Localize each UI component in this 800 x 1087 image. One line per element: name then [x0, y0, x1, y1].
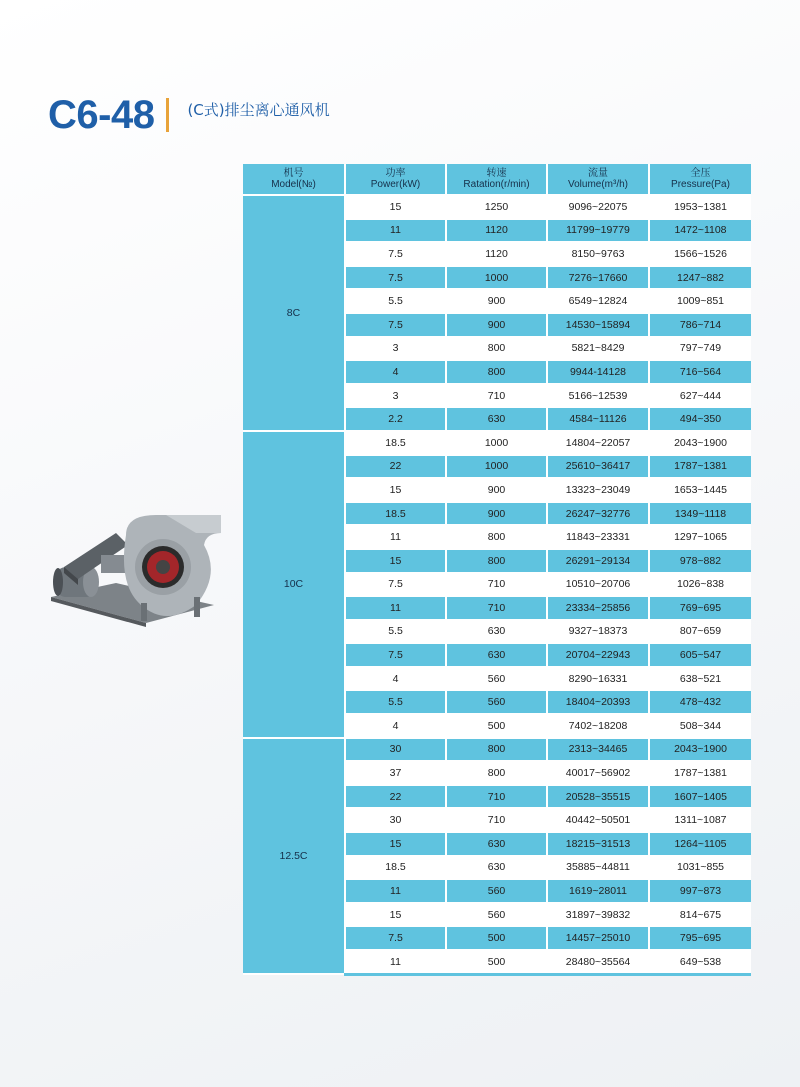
pressure-cell: 807~659 [649, 620, 751, 644]
header-volume-en: Volume(m³/h) [567, 179, 628, 190]
rotation-cell: 800 [446, 549, 547, 573]
volume-cell: 25610~36417 [547, 455, 649, 479]
rotation-cell: 900 [446, 289, 547, 313]
pressure-cell: 795~695 [649, 926, 751, 950]
power-cell: 4 [345, 714, 446, 738]
rotation-cell: 800 [446, 360, 547, 384]
rotation-cell: 560 [446, 667, 547, 691]
spec-table [243, 164, 751, 976]
header-volume [547, 164, 649, 195]
header-model [243, 164, 345, 195]
power-cell: 11 [345, 950, 446, 974]
power-cell: 11 [345, 525, 446, 549]
pressure-cell: 638~521 [649, 667, 751, 691]
power-cell: 15 [345, 549, 446, 573]
volume-cell: 6549~12824 [547, 289, 649, 313]
pressure-cell: 508~344 [649, 714, 751, 738]
power-cell: 22 [345, 785, 446, 809]
table-row [243, 738, 751, 762]
pressure-cell: 627~444 [649, 384, 751, 408]
header-power-zh: 功率 [385, 168, 406, 179]
volume-cell: 1619~28011 [547, 879, 649, 903]
power-cell: 7.5 [345, 573, 446, 597]
rotation-cell: 630 [446, 832, 547, 856]
rotation-cell: 1000 [446, 455, 547, 479]
rotation-cell: 710 [446, 808, 547, 832]
rotation-cell: 630 [446, 856, 547, 880]
header-volume-zh: 流量 [588, 168, 608, 179]
rotation-cell: 900 [446, 313, 547, 337]
pressure-cell: 1787~1381 [649, 455, 751, 479]
pressure-cell: 1031~855 [649, 856, 751, 880]
power-cell: 7.5 [345, 643, 446, 667]
power-cell: 18.5 [345, 431, 446, 455]
pressure-cell: 1247~882 [649, 266, 751, 290]
model-cell: 10C [243, 431, 345, 738]
header-rotation-en: Ratation(r/min) [463, 179, 530, 190]
volume-cell: 14804~22057 [547, 431, 649, 455]
power-cell: 11 [345, 219, 446, 243]
rotation-cell: 710 [446, 785, 547, 809]
page-title: C6-48 [48, 93, 155, 137]
header-rotation [446, 164, 547, 195]
rotation-cell: 900 [446, 478, 547, 502]
volume-cell: 13323~23049 [547, 478, 649, 502]
volume-cell: 31897~39832 [547, 903, 649, 927]
volume-cell: 9944-14128 [547, 360, 649, 384]
volume-cell: 40017~56902 [547, 761, 649, 785]
rotation-cell: 560 [446, 879, 547, 903]
table-row [243, 431, 751, 455]
power-cell: 5.5 [345, 690, 446, 714]
header-pressure-en: Pressure(Pa) [671, 179, 730, 190]
pressure-cell: 1311~1087 [649, 808, 751, 832]
volume-cell: 7276~17660 [547, 266, 649, 290]
power-cell: 30 [345, 808, 446, 832]
power-cell: 18.5 [345, 502, 446, 526]
rotation-cell: 710 [446, 573, 547, 597]
rotation-cell: 800 [446, 738, 547, 762]
pressure-cell: 1787~1381 [649, 761, 751, 785]
power-cell: 15 [345, 832, 446, 856]
spec-table-body [243, 195, 751, 974]
rotation-cell: 500 [446, 714, 547, 738]
volume-cell: 14457~25010 [547, 926, 649, 950]
pressure-cell: 1009~851 [649, 289, 751, 313]
power-cell: 15 [345, 903, 446, 927]
pressure-cell: 2043~1900 [649, 738, 751, 762]
model-cell: 8C [243, 195, 345, 431]
pressure-cell: 649~538 [649, 950, 751, 974]
volume-cell: 10510~20706 [547, 573, 649, 597]
pressure-cell: 1607~1405 [649, 785, 751, 809]
volume-cell: 8150~9763 [547, 242, 649, 266]
rotation-cell: 800 [446, 525, 547, 549]
power-cell: 22 [345, 455, 446, 479]
pressure-cell: 797~749 [649, 337, 751, 361]
header-power [345, 164, 446, 195]
power-cell: 3 [345, 337, 446, 361]
title-divider [166, 98, 169, 132]
model-cell: 12.5C [243, 738, 345, 974]
power-cell: 2.2 [345, 407, 446, 431]
header-pressure [649, 164, 751, 195]
volume-cell: 28480~35564 [547, 950, 649, 974]
power-cell: 7.5 [345, 242, 446, 266]
header-pressure-zh: 全压 [690, 168, 711, 179]
volume-cell: 2313~34465 [547, 738, 649, 762]
power-cell: 4 [345, 667, 446, 691]
power-cell: 7.5 [345, 313, 446, 337]
pressure-cell: 1026~838 [649, 573, 751, 597]
page-subtitle: (C式)排尘离心通风机 [187, 100, 330, 119]
rotation-cell: 1000 [446, 266, 547, 290]
volume-cell: 18404~20393 [547, 690, 649, 714]
pressure-cell: 494~350 [649, 407, 751, 431]
power-cell: 4 [345, 360, 446, 384]
volume-cell: 35885~44811 [547, 856, 649, 880]
pressure-cell: 1264~1105 [649, 832, 751, 856]
rotation-cell: 560 [446, 903, 547, 927]
volume-cell: 7402~18208 [547, 714, 649, 738]
volume-cell: 40442~50501 [547, 808, 649, 832]
power-cell: 15 [345, 478, 446, 502]
rotation-cell: 1120 [446, 242, 547, 266]
power-cell: 11 [345, 596, 446, 620]
volume-cell: 4584~11126 [547, 407, 649, 431]
volume-cell: 26247~32776 [547, 502, 649, 526]
power-cell: 7.5 [345, 266, 446, 290]
pressure-cell: 1297~1065 [649, 525, 751, 549]
rotation-cell: 800 [446, 337, 547, 361]
pressure-cell: 716~564 [649, 360, 751, 384]
pressure-cell: 2043~1900 [649, 431, 751, 455]
rotation-cell: 900 [446, 502, 547, 526]
power-cell: 3 [345, 384, 446, 408]
power-cell: 18.5 [345, 856, 446, 880]
volume-cell: 11843~23331 [547, 525, 649, 549]
pressure-cell: 478~432 [649, 690, 751, 714]
power-cell: 5.5 [345, 620, 446, 644]
rotation-cell: 1120 [446, 219, 547, 243]
rotation-cell: 500 [446, 950, 547, 974]
rotation-cell: 630 [446, 407, 547, 431]
table-header-row [243, 164, 751, 195]
pressure-cell: 786~714 [649, 313, 751, 337]
table-row [243, 195, 751, 219]
volume-cell: 14530~15894 [547, 313, 649, 337]
power-cell: 30 [345, 738, 446, 762]
rotation-cell: 1000 [446, 431, 547, 455]
rotation-cell: 710 [446, 384, 547, 408]
volume-cell: 23334~25856 [547, 596, 649, 620]
rotation-cell: 1250 [446, 195, 547, 219]
volume-cell: 5166~12539 [547, 384, 649, 408]
volume-cell: 26291~29134 [547, 549, 649, 573]
power-cell: 5.5 [345, 289, 446, 313]
header-model-en: Model(№) [271, 179, 316, 190]
power-cell: 11 [345, 879, 446, 903]
pressure-cell: 1653~1445 [649, 478, 751, 502]
pressure-cell: 1349~1118 [649, 502, 751, 526]
volume-cell: 20528~35515 [547, 785, 649, 809]
volume-cell: 9327~18373 [547, 620, 649, 644]
header-model-zh: 机号 [283, 168, 304, 179]
rotation-cell: 710 [446, 596, 547, 620]
rotation-cell: 630 [446, 620, 547, 644]
pressure-cell: 605~547 [649, 643, 751, 667]
rotation-cell: 630 [446, 643, 547, 667]
pressure-cell: 1953~1381 [649, 195, 751, 219]
title-block [48, 92, 330, 138]
pressure-cell: 1566~1526 [649, 242, 751, 266]
volume-cell: 18215~31513 [547, 832, 649, 856]
pressure-cell: 814~675 [649, 903, 751, 927]
header-power-en: Power(kW) [370, 179, 421, 190]
volume-cell: 8290~16331 [547, 667, 649, 691]
pressure-cell: 978~882 [649, 549, 751, 573]
header-rotation-zh: 转速 [486, 168, 507, 179]
volume-cell: 20704~22943 [547, 643, 649, 667]
volume-cell: 11799~19779 [547, 219, 649, 243]
power-cell: 15 [345, 195, 446, 219]
pressure-cell: 1472~1108 [649, 219, 751, 243]
power-cell: 37 [345, 761, 446, 785]
pressure-cell: 997~873 [649, 879, 751, 903]
power-cell: 7.5 [345, 926, 446, 950]
rotation-cell: 560 [446, 690, 547, 714]
rotation-cell: 500 [446, 926, 547, 950]
volume-cell: 5821~8429 [547, 337, 649, 361]
centrifugal-fan-image [46, 505, 226, 630]
rotation-cell: 800 [446, 761, 547, 785]
pressure-cell: 769~695 [649, 596, 751, 620]
volume-cell: 9096~22075 [547, 195, 649, 219]
